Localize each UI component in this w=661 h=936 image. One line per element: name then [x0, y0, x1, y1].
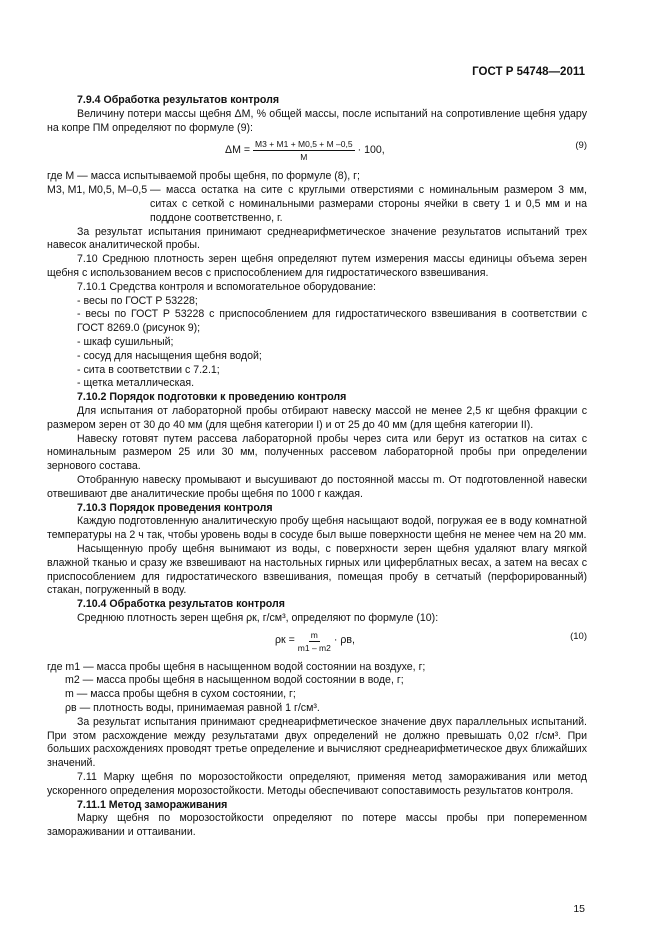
paragraph: Отобранную навеску промывают и высушивают до постоянной массы m. От подготовленной навески отвешивают две аналитические пробы щебня по 1000 г каждая. — [47, 473, 587, 500]
formula-10-expression — [275, 630, 355, 653]
heading-7-10-3: 7.10.3 Порядок проведения контроля — [77, 501, 273, 514]
formula-9-expression — [225, 139, 385, 162]
formula-10-denominator: m1 – m2 — [297, 642, 331, 653]
list-item: - щетка металлическая. — [77, 377, 195, 390]
heading-7-10-4: 7.10.4 Обработка результатов контроля — [77, 598, 285, 611]
formula-10-number: (10) — [570, 630, 587, 642]
page-number: 15 — [573, 903, 585, 915]
where-clause: где m1 — масса пробы щебня в насыщенном водой состоянии на воздухе, г; — [47, 660, 426, 673]
formula-9 — [47, 137, 587, 167]
paragraph: Марку щебня по морозостойкости определяют по потере массы пробы при попеременном замораживании и оттаивании. — [47, 812, 587, 839]
formula-9-number: (9) — [575, 140, 587, 152]
paragraph-7-11: 7.11 Марку щебня по морозостойкости определяют, применяя метод замораживания или метод ускоренного определения морозостойкости. Методы обеспечивают сопоставимость результатов контроля. — [47, 771, 587, 797]
list-item: - весы по ГОСТ Р 53228; — [77, 294, 198, 307]
formula-10-numerator: m — [310, 629, 318, 640]
formula-9-lhs: ΔM = — [225, 143, 251, 156]
page-body — [47, 94, 587, 840]
paragraph: За результат испытания принимают среднеарифметическое значение двух параллельных испытаний. При этом расхождение между результатами двух определений не должно превышать 0,02 г/см³. При больших расхождениях проводят третье определение и вычисляют среднеарифметическое двух ближайших значений. — [47, 715, 587, 770]
list-item: - шкаф сушильный; — [77, 335, 174, 348]
formula-9-numerator: M3 + M1 + M0,5 + M –0,5 — [255, 139, 353, 150]
where-clause — [47, 184, 587, 225]
paragraph: За результат испытания принимают среднеарифметическое значение результатов испытаний трех навесок аналитической пробы. — [47, 225, 587, 252]
where-term: M3, M1, M0,5, M–0,5 — [47, 184, 148, 197]
paragraph-7-10-1: 7.10.1 Средства контроля и вспомогательное оборудование: — [77, 280, 376, 293]
formula-10-tail: · ρв, — [333, 634, 355, 647]
formula-9-denominator: M — [300, 152, 308, 163]
where-definition: — масса остатка на сите с круглыми отверстиями с номинальным размером 3 мм, ситах с сеткой с номинальными размерами стороны ячейки в свету 1 и 0,5 мм и на поддоне соответственно, г. — [150, 184, 587, 224]
list-item: - сосуд для насыщения щебня водой; — [77, 349, 262, 362]
where-clause: m2 — масса пробы щебня в насыщенном водой состоянии в воде, г; — [65, 674, 404, 687]
list-item: - весы по ГОСТ Р 53228 с приспособлением для гидростатического взвешивания в соответствии с ГОСТ 8269.0 (рисунок 9); — [77, 308, 587, 335]
paragraph-7-10: 7.10 Среднюю плотность зерен щебня определяют путем измерения массы единицы объема зерен щебня с использованием весов с приспособлением для гидростатического взвешивания. — [47, 253, 587, 279]
paragraph: Среднюю плотность зерен щебня ρк, г/см³, определяют по формуле (10): — [77, 611, 439, 624]
formula-10 — [47, 628, 587, 658]
where-clause: где M — масса испытываемой пробы щебня, по формуле (8), г; — [47, 170, 360, 183]
paragraph: Для испытания от лабораторной пробы отбирают навеску массой не менее 2,5 кг щебня фракции с размером зерен от 30 до 40 мм (для щебня категории I) и от 25 до 40 мм (для щебня категории II). — [47, 404, 587, 431]
list-item: - сита в соответствии с 7.2.1; — [77, 363, 220, 376]
where-clause: m — масса пробы щебня в сухом состоянии, г; — [65, 688, 296, 701]
paragraph: Величину потери массы щебня ΔM, % общей массы, после испытаний на сопротивление щебня удару на копре ПМ определяют по формуле (9): — [47, 107, 587, 134]
heading-7-9-4: 7.9.4 Обработка результатов контроля — [77, 94, 280, 106]
document-code-header: ГОСТ Р 54748—2011 — [472, 66, 585, 78]
formula-9-tail: · 100, — [357, 143, 385, 156]
formula-9-fraction — [253, 139, 355, 162]
formula-10-lhs: ρк = — [275, 634, 295, 647]
paragraph: Навеску готовят путем рассева лабораторной пробы через сита или берут из остатков на ситах с номинальным размером 25 или 30 мм, полученных рассевом лабораторной пробы при определении зернового состава. — [47, 432, 587, 473]
heading-7-10-2: 7.10.2 Порядок подготовки к проведению контроля — [77, 391, 347, 404]
paragraph: Насыщенную пробу щебня вынимают из воды, с поверхности зерен щебня удаляют влагу мягкой влажной тканью и сразу же взвешивают на настольных гирных или циферблатных весах, а затем на весах с приспособлением для гидростатического взвешивания, помещая пробу в сетчатый (перфорированный) стакан, погруженный в воду. — [47, 542, 587, 597]
paragraph: Каждую подготовленную аналитическую пробу щебня насыщают водой, погружая ее в воду комнатной температуры на 2 ч так, чтобы уровень воды в сосуде был выше поверхности щебня не менее чем на 20 мм. — [47, 515, 587, 542]
where-clause: ρв — плотность воды, принимаемая равной 1 г/см³. — [65, 702, 320, 715]
heading-7-11-1: 7.11.1 Метод замораживания — [77, 798, 228, 811]
formula-10-fraction — [298, 630, 331, 653]
